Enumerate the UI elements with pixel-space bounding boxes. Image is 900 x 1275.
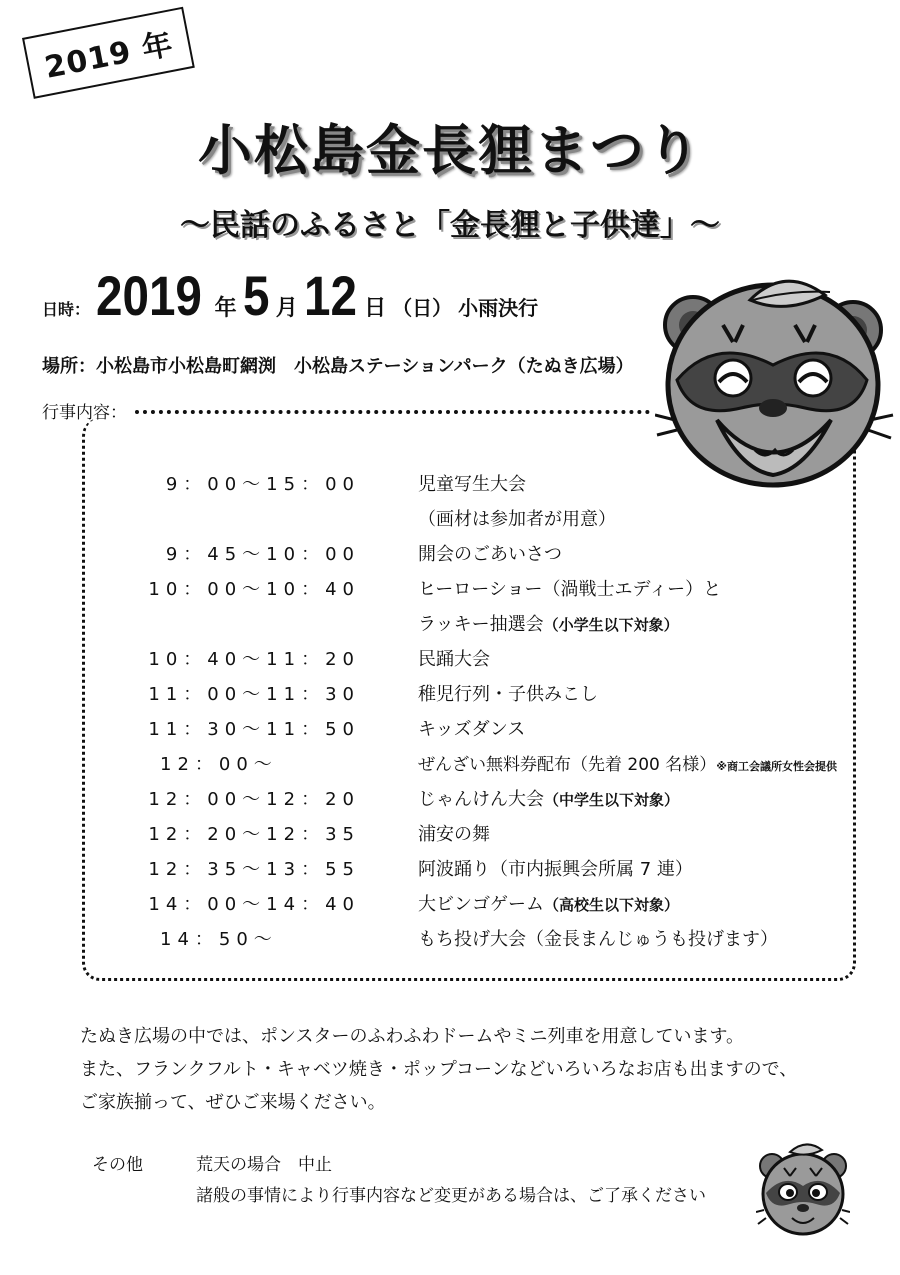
schedule-time: 9：45～10：00 xyxy=(165,544,360,565)
year-badge xyxy=(22,7,195,99)
schedule-time: 12：00～12：20 xyxy=(148,789,360,810)
date-month: 5 xyxy=(242,264,270,327)
schedule-event: 大ビンゴゲーム xyxy=(418,894,544,915)
schedule-row xyxy=(130,715,870,749)
schedule-time: 12：35～13：55 xyxy=(148,859,360,880)
schedule-time: 10：40～11：20 xyxy=(148,649,360,670)
schedule-time: 12：20～12：35 xyxy=(148,824,360,845)
schedule-event-group xyxy=(418,890,679,916)
schedule-event: キッズダンス xyxy=(418,719,526,740)
date-year-unit: 年 xyxy=(214,296,237,321)
page-subtitle: ～民話のふるさと「金長狸と子供達」～ xyxy=(180,208,720,243)
schedule-row xyxy=(130,890,870,924)
date-rain-note: 小雨決行 xyxy=(458,296,539,320)
note-line: たぬき広場の中では、ポンスターのふわふわドームやミニ列車を用意しています。 xyxy=(80,1026,745,1047)
schedule-event-target: （小学生以下対象） xyxy=(543,616,679,634)
schedule-row xyxy=(130,785,870,819)
note-line: ご家族揃って、ぜひご来場ください。 xyxy=(80,1092,386,1113)
date-year: 2019 xyxy=(96,264,202,327)
date-day-unit: 日 xyxy=(364,296,387,321)
schedule-row xyxy=(130,820,870,854)
date-weekday: （日） xyxy=(392,296,453,320)
schedule-event: ラッキー抽選会 xyxy=(418,614,544,635)
note-line: また、フランクフルト・キャベツ焼き・ポップコーンなどいろいろなお店も出ますので、 xyxy=(80,1059,798,1080)
other-line-1: 荒天の場合 中止 xyxy=(196,1155,332,1175)
schedule-row xyxy=(130,505,870,539)
schedule-event: 開会のごあいさつ xyxy=(418,544,562,565)
schedule-row xyxy=(130,855,870,889)
schedule-event: （画材は参加者が用意） xyxy=(418,509,616,530)
schedule-row xyxy=(130,750,870,784)
page-title: 小松島金長狸まつり xyxy=(198,119,702,182)
schedule-event: 稚児行列・子供みこし xyxy=(418,684,598,705)
schedule-row xyxy=(130,680,870,714)
other-line-2: 諸般の事情により行事内容など変更がある場合は、ご了承ください xyxy=(196,1186,706,1206)
schedule-row xyxy=(130,575,870,609)
tanuki-mascot-icon xyxy=(655,270,895,500)
date-label: 日時： xyxy=(42,300,91,319)
schedule-row xyxy=(130,540,870,574)
place-line: 場所：小松島市小松島町網渕 小松島ステーションパーク（たぬき広場） xyxy=(42,356,634,377)
schedule-event: 浦安の舞 xyxy=(418,824,490,845)
schedule-event-group xyxy=(418,750,837,775)
schedule-event-target: （高校生以下対象） xyxy=(544,896,680,914)
schedule-event-group xyxy=(418,785,679,811)
schedule-event-target: （中学生以下対象） xyxy=(544,791,680,809)
schedule-event: 民踊大会 xyxy=(418,649,490,670)
tanuki-mascot-small-icon xyxy=(756,1138,850,1238)
schedule-row xyxy=(130,925,870,959)
schedule-time: 11：30～11：50 xyxy=(148,719,360,740)
schedule-event: ヒーローショー（渦戦士エディー）と xyxy=(418,579,722,600)
schedule-event: じゃんけん大会 xyxy=(418,789,544,810)
other-label: その他 xyxy=(92,1155,143,1175)
schedule-event: 阿波踊り（市内振興会所属 7 連） xyxy=(418,859,693,880)
schedule-row xyxy=(130,645,870,679)
year-badge-text: 2019 年 xyxy=(41,26,177,86)
schedule-event-group xyxy=(418,610,679,636)
schedule-row xyxy=(130,610,870,644)
date-day: 12 xyxy=(303,264,357,327)
schedule-time: 11：00～11：30 xyxy=(148,684,360,705)
schedule-time: 14：50～ xyxy=(160,929,278,950)
schedule-event: 児童写生大会 xyxy=(418,474,526,495)
program-label: 行事内容： xyxy=(42,403,127,423)
program-dotted-leader xyxy=(135,410,650,414)
schedule-event-note: ※商工会議所女性会提供 xyxy=(716,760,837,773)
schedule-time: 14：00～14：40 xyxy=(148,894,360,915)
schedule-event: もち投げ大会（金長まんじゅうも投げます） xyxy=(418,929,778,950)
schedule-time: 12：00～ xyxy=(160,754,278,775)
date-month-unit: 月 xyxy=(275,296,298,321)
schedule-time: 9：00～15：00 xyxy=(165,474,360,495)
schedule-event: ぜんざい無料券配布（先着 200 名様） xyxy=(418,755,717,775)
date-line xyxy=(42,264,539,328)
schedule-time: 10：00～10：40 xyxy=(148,579,360,600)
